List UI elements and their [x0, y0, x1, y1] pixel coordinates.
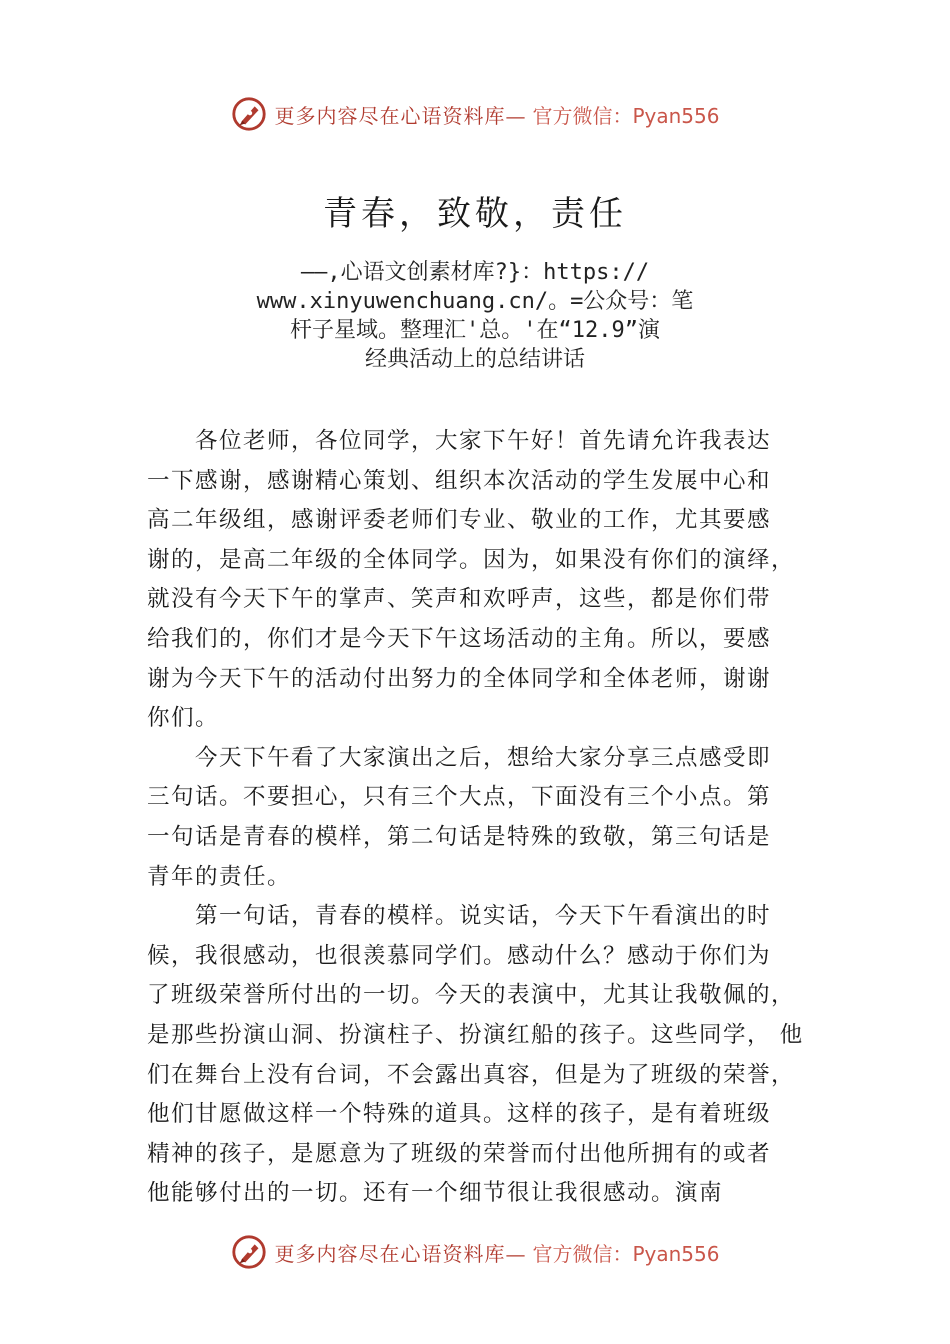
banner-wechat-text: 官方微信：Pyan556: [532, 1241, 720, 1266]
body-line: 今天下午看了大家演出之后，想给大家分享三点感受即: [195, 744, 772, 771]
body-line: 了班级荣誉所付出的一切。今天的表演中，尤其让我敬佩的，: [147, 982, 796, 1009]
subtitle-line: 杆子星域。整理汇'总。'在“12.9”演: [290, 318, 660, 343]
body-line: 候，我很感动，也很羡慕同学们。感动什么？感动于你们为: [147, 942, 772, 969]
body-line: 给我们的，你们才是今天下午这场活动的主角。所以，要感: [147, 625, 772, 652]
body-line: 他们甘愿做这样一个特殊的道具。这样的孩子，是有着班级: [147, 1101, 772, 1128]
header-banner: [0, 92, 950, 136]
body-line: 三句话。不要担心，只有三个大点，下面没有三个小点。第: [147, 784, 772, 811]
body-line: 谢的，是高二年级的全体同学。因为，如果没有你们的演绎，: [147, 546, 796, 573]
speech-body: [147, 422, 812, 1214]
body-line: 一下感谢，感谢精心策划、组织本次活动的学生发展中心和: [147, 467, 772, 494]
body-line: 一句话是青春的模样，第二句话是特殊的致敬，第三句话是: [147, 823, 772, 850]
footer-banner: [0, 1230, 950, 1274]
body-line: 你们。: [147, 705, 220, 732]
body-line: 就没有今天下午的掌声、笑声和欢呼声，这些，都是你们带: [147, 586, 772, 613]
subtitle-line: www.xinyuwenchuang.cn/。=公众号：笔: [256, 289, 694, 314]
subtitle-line: ——,心语文创素材库?}：https://: [300, 260, 650, 285]
body-line: 是那些扮演山洞、扮演柱子、扮演红船的孩子。这些同学， 他: [147, 1021, 804, 1048]
body-line: 谢为今天下午的活动付出努力的全体同学和全体老师，谢谢: [147, 665, 772, 692]
body-line: 高二年级组，感谢评委老师们专业、敬业的工作，尤其要感: [147, 507, 772, 534]
body-line: 青年的责任。: [147, 863, 292, 890]
body-line: 第一句话，青春的模样。说实话，今天下午看演出的时: [195, 903, 772, 930]
body-line: 精神的孩子，是愿意为了班级的荣誉而付出他所拥有的或者: [147, 1140, 772, 1167]
subtitle-block: [225, 258, 725, 374]
pen-logo-icon: [230, 1233, 268, 1271]
body-line: 们在舞台上没有台词，不会露出真容，但是为了班级的荣誉，: [147, 1061, 796, 1088]
banner-brand-text: 更多内容尽在心语资料库—: [274, 103, 527, 128]
page-title: 青春，致敬，责任: [323, 194, 627, 234]
body-line: 他能够付出的一切。还有一个细节很让我很感动。演南: [147, 1180, 724, 1207]
banner-wechat-text: 官方微信：Pyan556: [532, 103, 720, 128]
subtitle-line: 经典活动上的总结讲话: [364, 347, 585, 372]
pen-logo-icon: [230, 95, 268, 133]
banner-brand-text: 更多内容尽在心语资料库—: [274, 1241, 527, 1266]
body-line: 各位老师，各位同学，大家下午好！首先请允许我表达: [195, 428, 772, 454]
